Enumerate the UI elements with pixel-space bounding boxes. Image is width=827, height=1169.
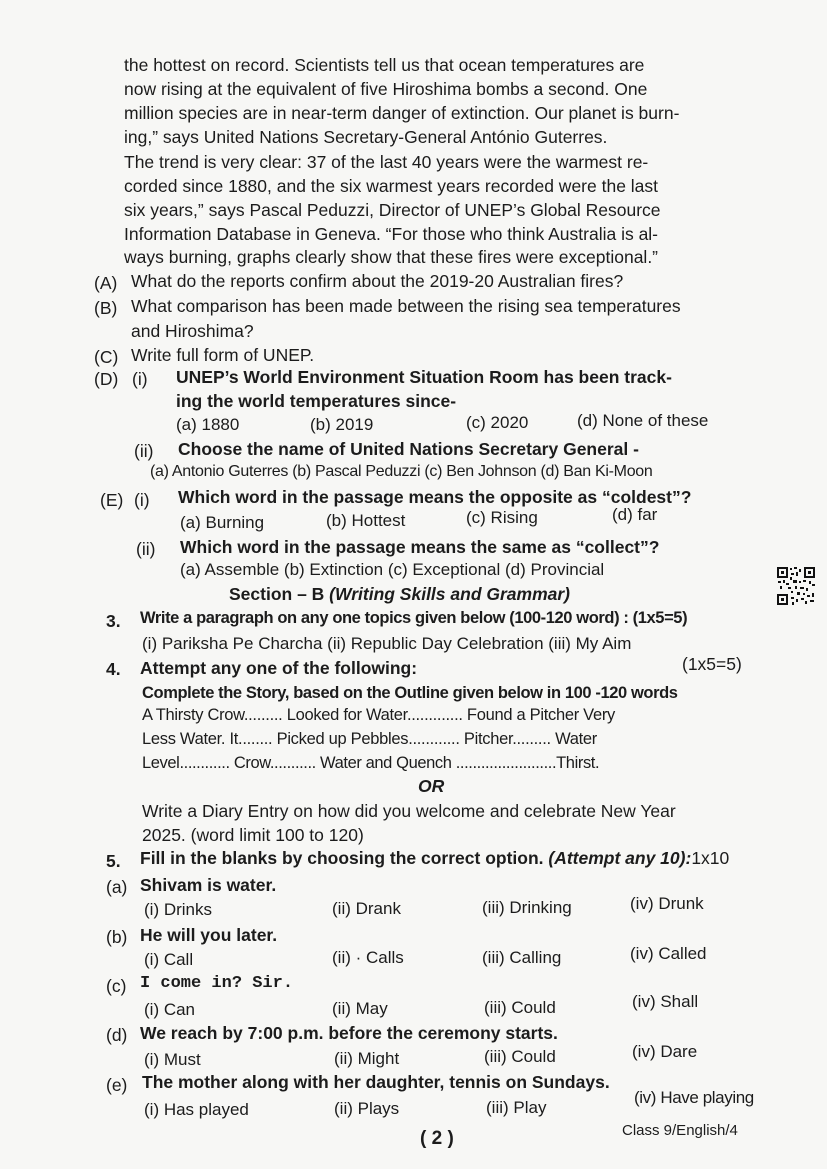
- option: (iii) Could: [484, 1047, 556, 1066]
- option: (iv) Called: [630, 944, 707, 963]
- question-b-text: What comparison has been made between the rising sea temperatures: [131, 296, 681, 316]
- question-label: (A): [94, 273, 118, 293]
- question-label: (D): [94, 369, 119, 389]
- item-label: (e): [106, 1075, 128, 1095]
- question-c-text: Write full form of UNEP.: [131, 345, 315, 365]
- options-line: (a) Antonio Guterres (b) Pascal Peduzzi (c) Ben Johnson (d) Ban Ki-Moon: [150, 463, 653, 480]
- sub-label: (ii): [134, 441, 154, 461]
- q3-text: Write a paragraph on any one topics given below (100-120 word) : (1x5=5): [140, 609, 688, 627]
- passage-line: ing,” says United Nations Secretary-General António Guterres.: [124, 127, 608, 147]
- option: (iv) Have playing: [634, 1088, 754, 1107]
- q5-marks: 1x10: [691, 848, 730, 868]
- q5-heading: [140, 847, 729, 869]
- outline-line: Level............ Crow........... Water and Quench ........................Thirst.: [142, 754, 600, 772]
- question-label: (C): [94, 347, 119, 367]
- question-number: 4.: [106, 659, 121, 679]
- item-sentence: The mother along with her daughter, tennis on Sundays.: [142, 1072, 610, 1092]
- item-sentence: Shivam is water.: [140, 875, 277, 895]
- outline-line: A Thirsty Crow......... Looked for Water............. Found a Pitcher Very: [142, 706, 616, 724]
- option: (i) Has played: [144, 1100, 249, 1119]
- passage-line: ways burning, graphs clearly show that these fires were exceptional.”: [124, 247, 659, 267]
- item-sentence: He will you later.: [140, 925, 278, 945]
- question-d-i-text: ing the world temperatures since-: [176, 391, 457, 411]
- question-number: 3.: [106, 611, 121, 631]
- question-label: (E): [100, 490, 124, 510]
- option: (iv) Dare: [632, 1042, 698, 1061]
- item-label: (b): [106, 927, 128, 947]
- question-a-text: What do the reports confirm about the 2019-20 Australian fires?: [131, 271, 624, 291]
- option: (i) Drinks: [144, 900, 212, 919]
- passage-line: million species are in near-term danger of extinction. Our planet is burn-: [124, 103, 680, 123]
- option: (ii) · Calls: [332, 948, 404, 967]
- option: (iii) Calling: [482, 948, 562, 967]
- question-d-i-text: UNEP’s World Environment Situation Room has been track-: [176, 367, 672, 387]
- question-b-text: and Hiroshima?: [131, 321, 254, 341]
- diary-line: 2025. (word limit 100 to 120): [142, 825, 364, 845]
- option: (ii) Might: [334, 1049, 400, 1068]
- option: (iii) Drinking: [482, 898, 572, 917]
- option: (iii) Could: [484, 998, 556, 1017]
- item-sentence: We reach by 7:00 p.m. before the ceremony starts.: [140, 1023, 558, 1043]
- section-prefix: Section – B: [229, 584, 330, 604]
- outline-line: Less Water. It........ Picked up Pebbles............ Pitcher......... Water: [142, 730, 597, 748]
- option: (b) 2019: [310, 415, 374, 434]
- item-label: (a): [106, 877, 128, 897]
- option: (a) 1880: [176, 415, 240, 434]
- question-label: (B): [94, 298, 118, 318]
- option: (d) None of these: [577, 411, 709, 430]
- page-number: ( 2 ): [420, 1128, 454, 1149]
- option: (i) Can: [144, 1000, 196, 1019]
- passage-line: the hottest on record. Scientists tell us that ocean temperatures are: [124, 55, 645, 75]
- option: (b) Hottest: [326, 511, 406, 530]
- diary-line: Write a Diary Entry on how did you welcome and celebrate New Year: [142, 801, 676, 821]
- q4-instruction: Complete the Story, based on the Outline given below in 100 -120 words: [142, 684, 678, 702]
- sub-label: (i): [132, 369, 148, 389]
- qr-code-icon: [776, 566, 816, 606]
- passage-line: The trend is very clear: 37 of the last 40 years were the warmest re-: [124, 152, 649, 172]
- option: (a) Burning: [180, 513, 265, 532]
- item-label: (c): [106, 976, 127, 996]
- section-title: (Writing Skills and Grammar): [329, 584, 571, 604]
- option: (iii) Play: [486, 1098, 547, 1117]
- question-e-i-text: Which word in the passage means the opposite as “coldest”?: [178, 487, 692, 507]
- question-d-ii-text: Choose the name of United Nations Secretary General -: [178, 439, 639, 459]
- option: (i) Call: [144, 950, 194, 969]
- question-number: 5.: [106, 851, 121, 871]
- option: (iv) Drunk: [630, 894, 704, 913]
- options-line: (a) Assemble (b) Extinction (c) Exceptional (d) Provincial: [180, 560, 605, 579]
- class-code: Class 9/English/4: [622, 1122, 738, 1139]
- q5-attempt: (Attempt any 10):: [548, 848, 692, 868]
- item-label: (d): [106, 1025, 128, 1045]
- option: (ii) May: [332, 999, 388, 1018]
- q4-marks: (1x5=5): [682, 654, 742, 674]
- option: (c) Rising: [466, 508, 538, 527]
- passage-line: corded since 1880, and the six warmest years recorded were the last: [124, 176, 659, 196]
- option: (ii) Plays: [334, 1099, 400, 1118]
- question-e-ii-text: Which word in the passage means the same as “collect”?: [180, 537, 660, 557]
- passage-line: six years,” says Pascal Peduzzi, Director of UNEP’s Global Resource: [124, 200, 661, 220]
- sub-label: (i): [134, 490, 150, 510]
- option: (c) 2020: [466, 413, 529, 432]
- q5-text: Fill in the blanks by choosing the correct option.: [140, 848, 549, 868]
- option: (i) Must: [144, 1050, 201, 1069]
- sub-label: (ii): [136, 539, 156, 559]
- option: (ii) Drank: [332, 899, 401, 918]
- passage-line: Information Database in Geneva. “For those who think Australia is al-: [124, 224, 659, 244]
- passage-line: now rising at the equivalent of five Hiroshima bombs a second. One: [124, 79, 648, 99]
- item-sentence: I come in? Sir.: [140, 974, 294, 993]
- section-heading: [229, 583, 570, 605]
- or-divider: OR: [418, 776, 445, 796]
- q4-text: Attempt any one of the following:: [140, 658, 418, 678]
- options-line: (i) Pariksha Pe Charcha (ii) Republic Day Celebration (iii) My Aim: [142, 634, 632, 653]
- option: (d) far: [612, 505, 658, 524]
- option: (iv) Shall: [632, 992, 699, 1011]
